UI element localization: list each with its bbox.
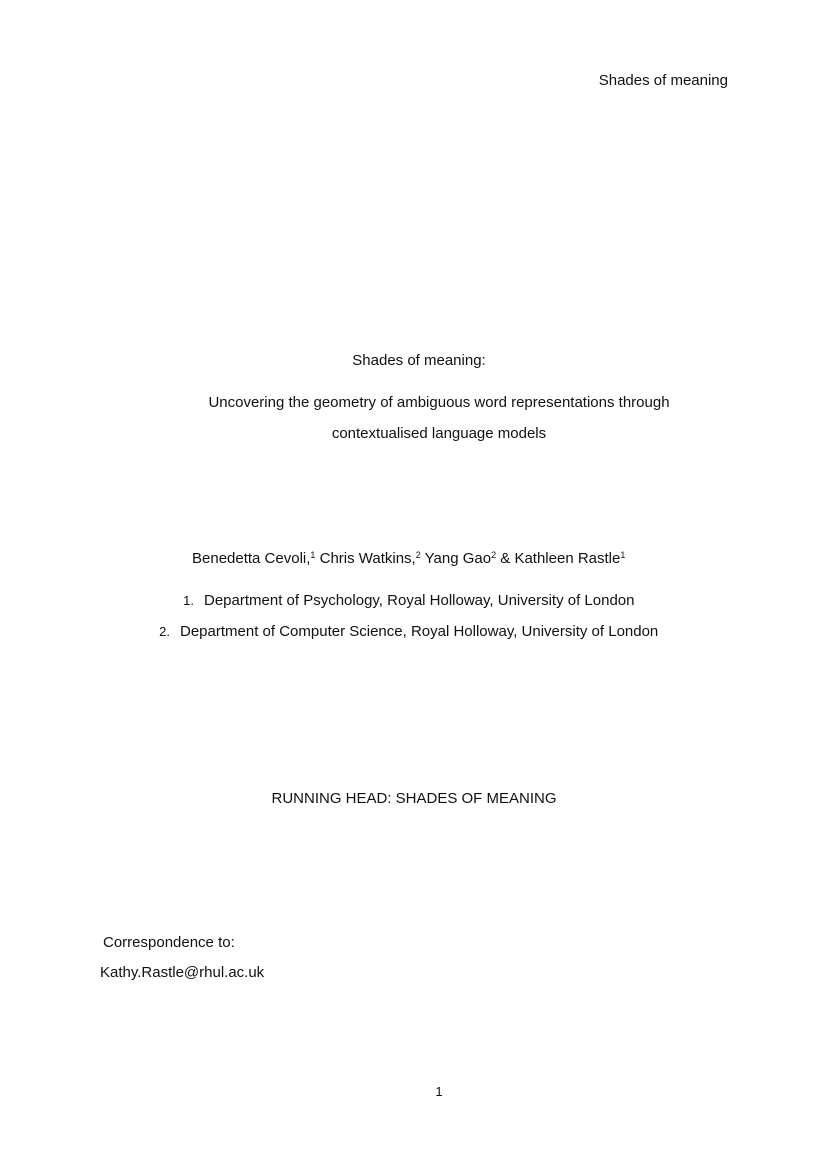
author-name: & Kathleen Rastle	[496, 550, 621, 567]
author-affiliation-mark: 2	[491, 550, 497, 560]
author-affiliation-mark: 1	[310, 550, 316, 560]
author-affiliation-mark: 1	[620, 550, 626, 560]
affiliation-number: 1.	[183, 593, 194, 608]
running-title: Shades of meaning	[598, 72, 728, 89]
affiliation-text: Department of Computer Science, Royal Holloway, University of London	[180, 623, 659, 640]
affiliation-number: 2.	[159, 624, 170, 639]
author-name: Benedetta Cevoli,	[192, 550, 311, 567]
author-list	[192, 550, 625, 568]
author-affiliation-mark: 2	[415, 550, 421, 560]
paper-title-line-1: Shades of meaning:	[352, 352, 486, 369]
author-name: Yang Gao	[420, 550, 492, 567]
affiliation-text: Department of Psychology, Royal Holloway, University of London	[204, 592, 635, 609]
correspondence-email[interactable]: Kathy.Rastle@rhul.ac.uk	[100, 964, 265, 981]
author-name: Chris Watkins,	[315, 550, 416, 567]
paper-title-line-3: contextualised language models	[331, 425, 547, 442]
correspondence-label: Correspondence to:	[103, 934, 235, 951]
affiliation-item	[170, 592, 634, 610]
running-head: RUNNING HEAD: SHADES OF MEANING	[271, 790, 557, 807]
page-number: 1	[435, 1084, 443, 1099]
affiliation-item	[146, 623, 658, 641]
paper-title-line-2: Uncovering the geometry of ambiguous word representations through	[208, 394, 670, 411]
